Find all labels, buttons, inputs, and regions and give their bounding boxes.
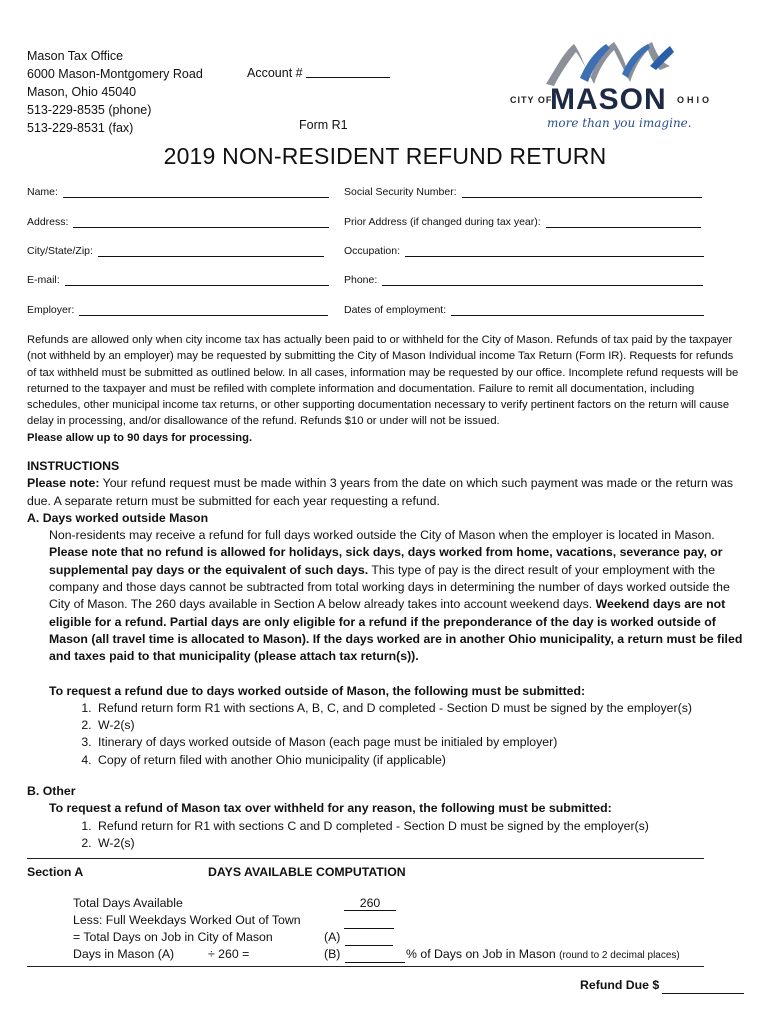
dates-of-employment-field[interactable]: Dates of employment:	[344, 304, 704, 316]
office-phone: 513-229-8535 (phone)	[27, 103, 152, 117]
account-number-field	[247, 65, 390, 80]
account-label: Account #	[247, 66, 303, 80]
instructions-block	[27, 458, 747, 852]
list-item: 1. Refund return for R1 with sections C and D completed - Section D must be signed by the employer(s)	[95, 818, 747, 835]
section-a-request: To request a refund due to days worked outside of Mason, the following must be submitted:	[49, 683, 586, 698]
percent-days-label: % of Days on Job in Mason (round to 2 decimal places)	[406, 947, 680, 961]
ssn-field[interactable]: Social Security Number:	[344, 186, 702, 198]
address-field[interactable]: Address:	[27, 216, 329, 228]
please-note: Please note: Your refund request must be made within 3 years from the date on which such payment was made or the return was due. A separate return must be submitted for each year requesting a refund.	[27, 476, 734, 508]
list-item: 1. Refund return form R1 with sections A, B, C, and D completed - Section D must be signed by the employer(s)	[95, 700, 747, 717]
total-days-mason-label: = Total Days on Job in City of Mason	[73, 930, 273, 944]
page-title: 2019 NON-RESIDENT REFUND RETURN	[163, 143, 607, 169]
name-field[interactable]: Name:	[27, 186, 329, 198]
office-fax: 513-229-8531 (fax)	[27, 121, 134, 135]
intro-text: Refunds are allowed only when city income tax has actually been paid to or withheld for the City of Mason. Refunds of tax paid by the taxpayer (not withheld by an employer) may be requested by submitting the City of Mason Individual income Tax Return (Form IR). Requests for refunds of tax withheld must be submitted as outlined below. In all cases, information may be requested by our office. Incomplete refund requests will be returned to the taxpayer and must be refiled with complete information and documentation. Failure to remit all documentation, including schedules, other municipal income tax returns, or other supporting documentation necessary to verify pertinent factors on the return will cause delay in processing, and/or disallowance of the refund. Refunds $10 or under will not be issued.	[27, 334, 739, 428]
form-number: Form R1	[299, 118, 348, 132]
refund-due-label: Refund Due $	[580, 978, 660, 992]
processing-note: Please allow up to 90 days for processing.	[27, 431, 253, 444]
city-state-zip-field[interactable]: City/State/Zip:	[27, 245, 324, 257]
city-of-mason-logo	[510, 38, 725, 138]
section-a-text: Non-residents may receive a refund for full days worked outside the City of Mason when the employer is located in Mason. Please note that no refund is allowed for holidays, sick days, days worked from home, vacations, severance pay, or supplemental pay days or the equivalent of such days. This type of pay is the direct result of your employment with the company and those days cannot be subtracted from total working days in determining the number of days worked outside the City of Mason. The 260 days available in Section A below already takes into account weekend days. Weekend days are not eligible for a refund. Partial days are only eligible for a refund if the preponderance of the day is worked outside of Mason (all travel time is allocated to Mason). If the days worked are in another Ohio municipality, a return must be filed and taxes paid to that municipality (please attach tax return(s)).	[49, 528, 743, 664]
total-days-label: Total Days Available	[73, 896, 183, 910]
logo-ribbon-icon	[510, 38, 725, 88]
phone-field[interactable]: Phone:	[344, 274, 703, 286]
list-item: 4. Copy of return filed with another Ohio municipality (if applicable)	[95, 752, 747, 769]
list-item: 3. Itinerary of days worked outside of Mason (each page must be initialed by employer)	[95, 734, 747, 751]
list-item: 2. W-2(s)	[95, 717, 747, 734]
occupation-field[interactable]: Occupation:	[344, 245, 704, 257]
refund-due-input[interactable]	[662, 978, 744, 994]
logo-tagline: more than you imagine.	[547, 116, 692, 130]
prior-address-field[interactable]: Prior Address (if changed during tax year):	[344, 216, 701, 228]
office-address	[27, 47, 203, 137]
mark-b: (B)	[324, 947, 341, 961]
employer-field[interactable]: Employer:	[27, 304, 328, 316]
section-divider	[27, 858, 704, 859]
days-in-mason-label: Days in Mason (A)	[73, 947, 175, 961]
office-street: 6000 Mason-Montgomery Road	[27, 67, 203, 81]
section-a-heading: DAYS AVAILABLE COMPUTATION	[208, 865, 406, 879]
section-b-heading: B. Other	[27, 784, 76, 799]
logo-mason: MASON	[550, 83, 667, 116]
list-item: 2. W-2(s)	[95, 835, 747, 852]
weekdays-out-label: Less: Full Weekdays Worked Out of Town	[73, 913, 301, 927]
logo-city-of: CITY OF	[510, 95, 553, 105]
total-days-value: 260	[344, 896, 396, 911]
section-b-list	[27, 818, 747, 853]
account-number-line[interactable]	[306, 65, 390, 78]
divide-260: ÷ 260 =	[208, 947, 250, 961]
section-a-label: Section A	[27, 865, 84, 879]
email-field[interactable]: E-mail:	[27, 274, 329, 286]
section-b-request: To request a refund of Mason tax over withheld for any reason, the following must be submitted:	[49, 801, 612, 816]
weekdays-out-input[interactable]	[344, 913, 394, 929]
total-days-mason-input[interactable]	[345, 930, 393, 946]
percent-days-input[interactable]	[345, 947, 405, 963]
section-a-heading: A. Days worked outside Mason	[27, 510, 209, 525]
section-a-list	[27, 700, 747, 769]
mark-a: (A)	[324, 930, 341, 944]
instructions-heading: INSTRUCTIONS	[27, 459, 120, 473]
bottom-divider	[27, 966, 704, 967]
intro-paragraph	[27, 332, 743, 446]
office-city: Mason, Ohio 45040	[27, 85, 137, 99]
logo-ohio: OHIO	[677, 95, 713, 105]
office-name: Mason Tax Office	[27, 49, 124, 63]
